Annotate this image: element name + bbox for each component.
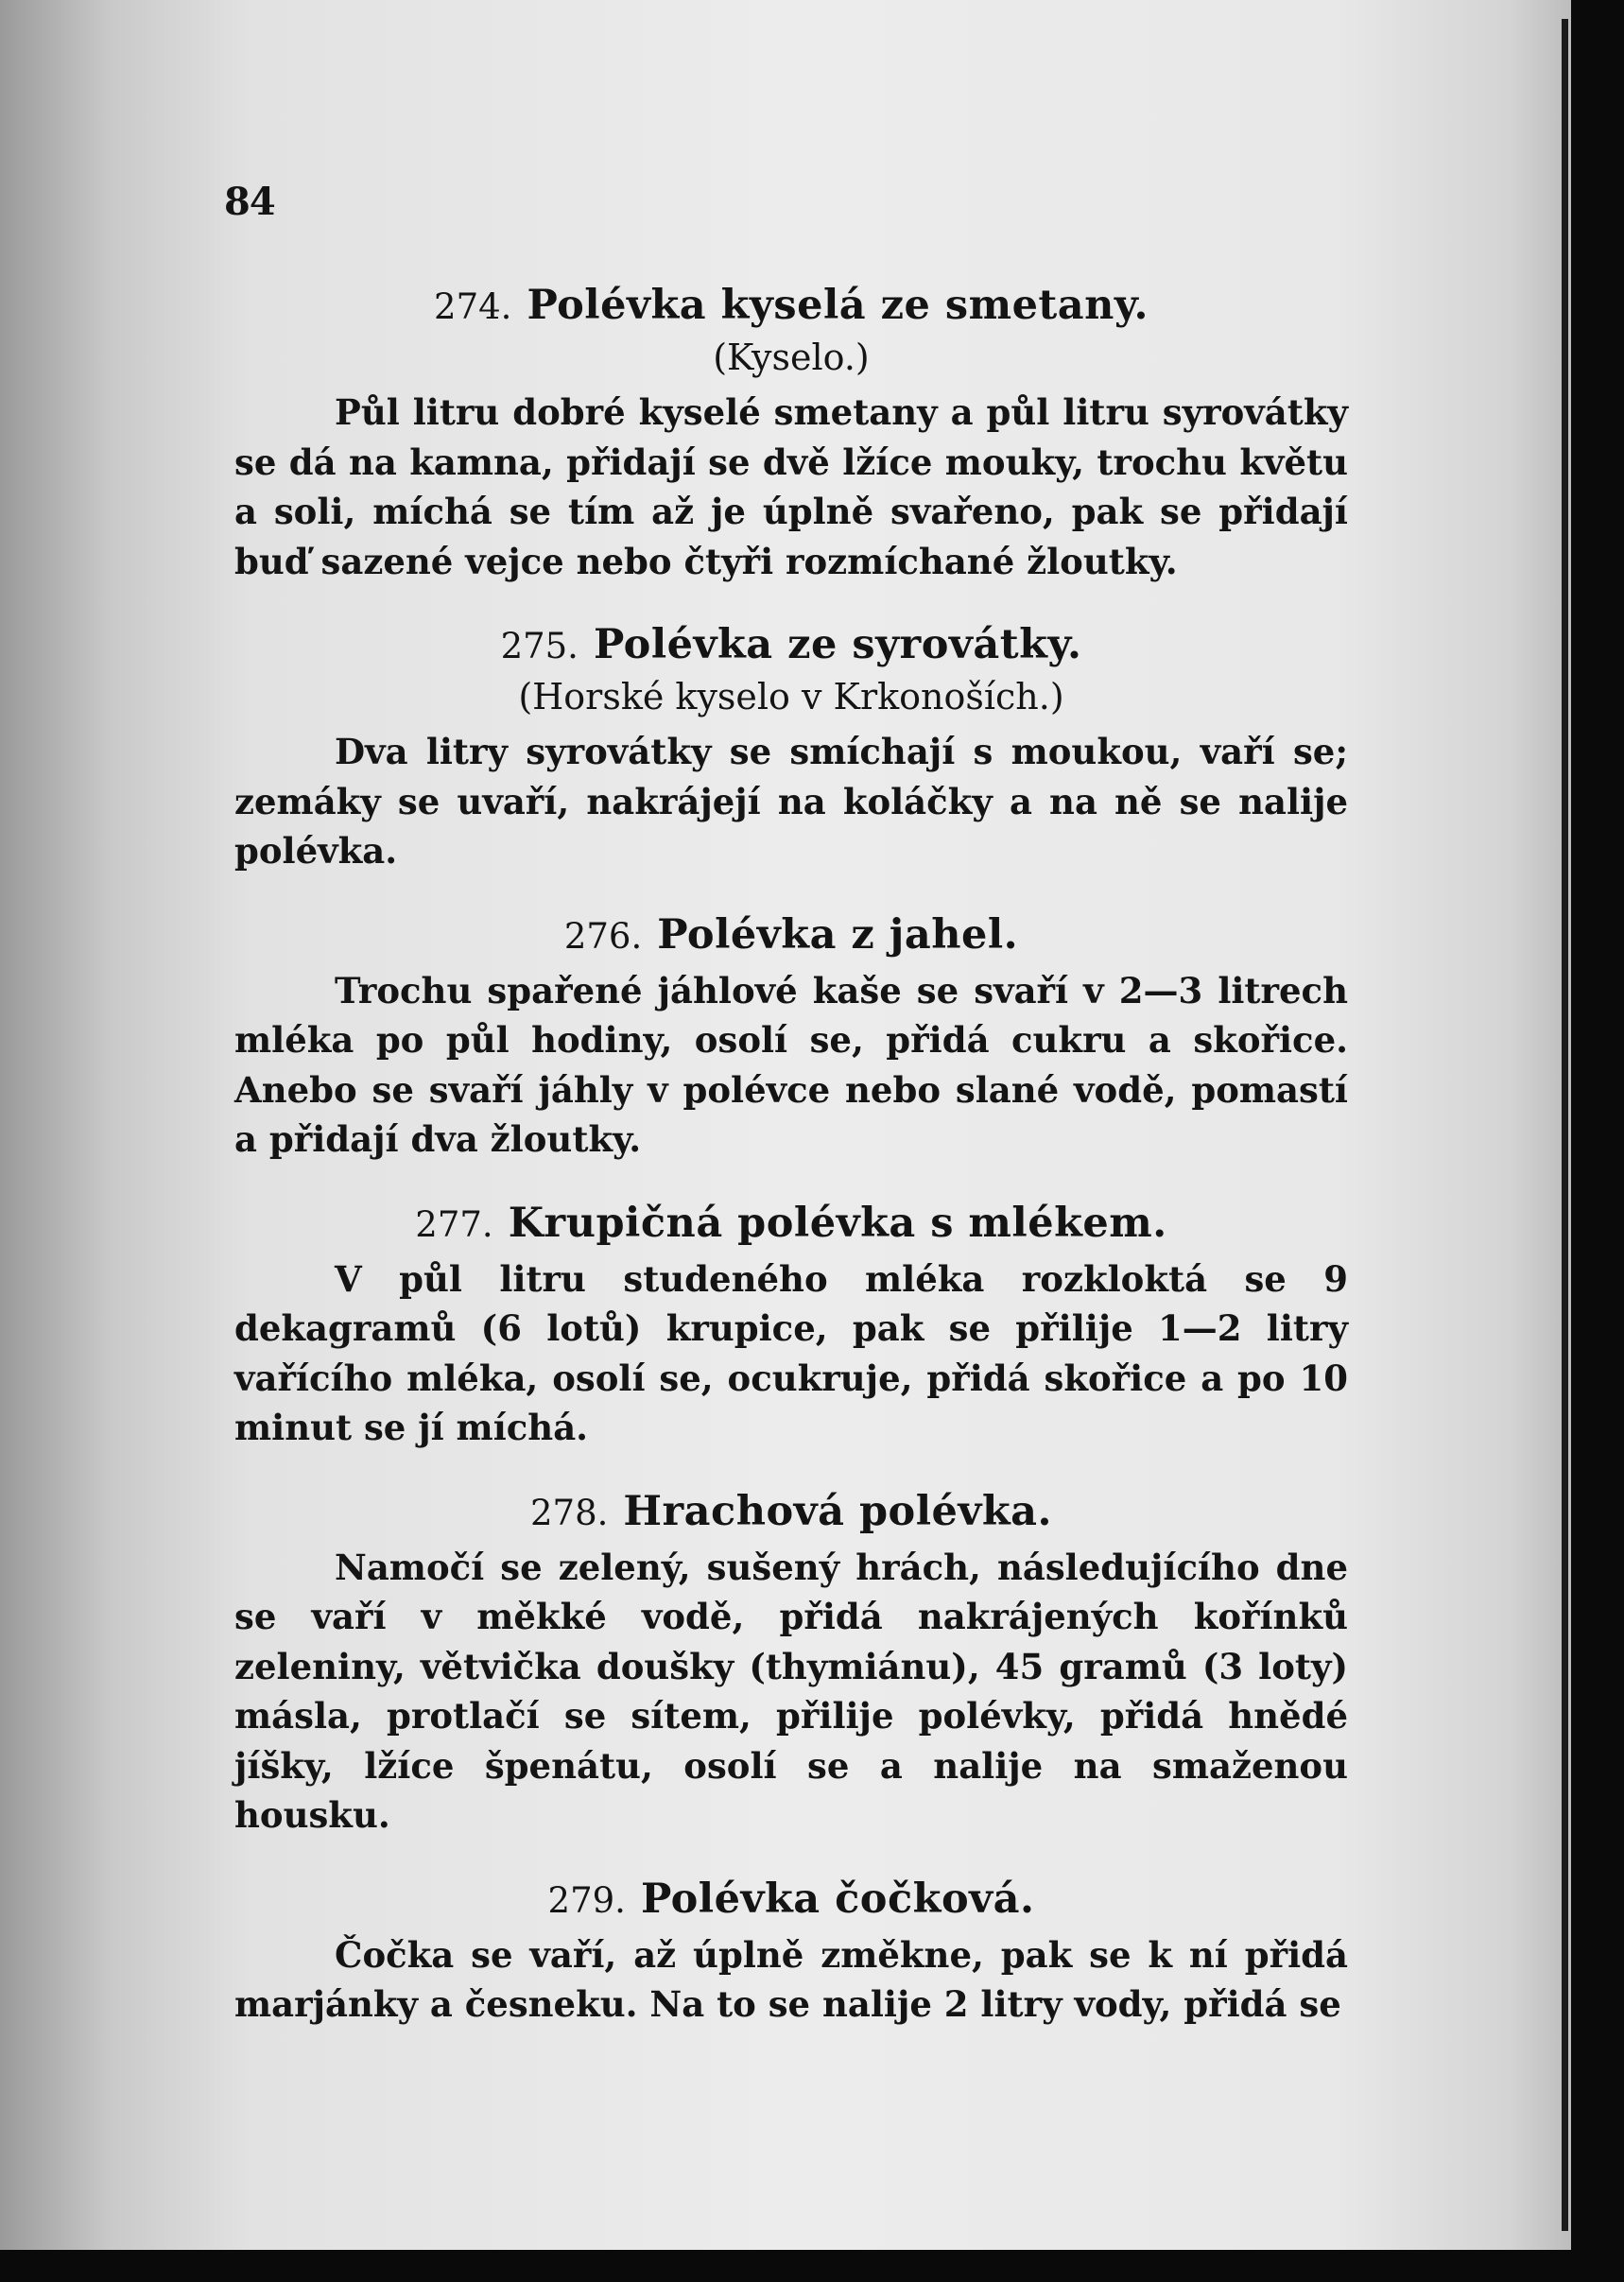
recipe-title: Polévka ze syrovátky. — [593, 621, 1082, 668]
recipe-276 — [234, 911, 1348, 1165]
recipe-heading — [234, 282, 1348, 331]
recipe-body: Trochu spařené jáhlové kaše se svaří v 2—3 litrech mléka po půl hodiny, osolí se, přidá cukru a skořice. Anebo se svaří jáhly v polévce nebo slané vodě, pomastí a přidají dva žloutky. — [234, 969, 1348, 1160]
recipe-heading — [234, 621, 1348, 670]
recipe-body: Namočí se zelený, sušený hrách, následujícího dne se vaří v měkké vodě, přidá nakrájených kořínků zeleniny, větvička doušky (thymiánu), 45 gramů (3 loty) másla, protlačí se sítem, přilije polévky, přidá hnědé jíšky, lžíce špenátu, osolí se a nalije na smaženou housku. — [234, 1546, 1348, 1836]
page-edge-rule — [1562, 19, 1568, 2231]
recipe-number: 278. — [529, 1492, 609, 1533]
recipe-heading — [234, 1876, 1348, 1925]
recipe-title: Krupičná polévka s mlékem. — [508, 1199, 1167, 1247]
recipe-274 — [234, 282, 1348, 586]
recipe-subtitle: (Kyselo.) — [713, 337, 870, 378]
page-number: 84 — [224, 180, 275, 224]
recipe-heading — [234, 1488, 1348, 1537]
recipe-title: Hrachová polévka. — [623, 1487, 1053, 1535]
recipe-body: V půl litru studeného mléka rozkloktá se 9 dekagramů (6 lotů) krupice, pak se přilije 1—2 litry vařícího mléka, osolí se, ocukruje, přidá skořice a po 10 minut se jí míchá. — [234, 1257, 1348, 1448]
recipe-277 — [234, 1200, 1348, 1453]
recipe-body: Dva litry syrovátky se smíchají s moukou, vaří se; zemáky se uvaří, nakrájejí na koláčky a na ně se nalije polévka. — [234, 731, 1348, 872]
recipe-275 — [234, 621, 1348, 876]
recipe-278 — [234, 1488, 1348, 1841]
recipe-title: Polévka z jahel. — [657, 910, 1019, 959]
recipe-heading — [234, 911, 1348, 960]
recipe-body: Čočka se vaří, až úplně změkne, pak se k ní přidá marjánky a česneku. Na to se nalije 2 litry vody, přidá se — [234, 1933, 1348, 2025]
recipe-body: Půl litru dobré kyselé smetany a půl litru syrovátky se dá na kamna, přidají se dvě lžíce mouky, trochu květu a soli, míchá se tím až je úplně svařeno, pak se přidají buď sazené vejce nebo čtyři rozmíchané žloutky. — [234, 391, 1348, 582]
recipe-number: 277. — [415, 1203, 493, 1245]
recipe-title: Polévka kyselá ze smetany. — [527, 282, 1149, 329]
page-content — [234, 282, 1348, 2065]
recipe-279 — [234, 1876, 1348, 2030]
recipe-number: 276. — [563, 915, 643, 957]
recipe-heading — [234, 1200, 1348, 1249]
recipe-number: 274. — [434, 286, 512, 327]
recipe-number: 275. — [500, 626, 579, 666]
recipe-title: Polévka čočková. — [640, 1875, 1035, 1923]
recipe-subtitle: (Horské kyselo v Krkonoších.) — [518, 676, 1064, 717]
recipe-number: 279. — [547, 1879, 626, 1921]
